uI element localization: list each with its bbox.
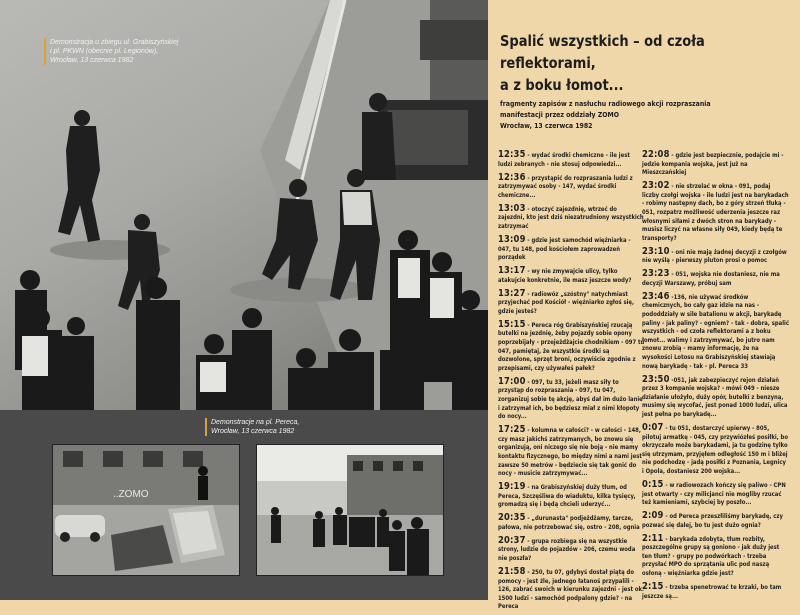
entry-text: - 250, tu 07, gdybyś dostał piątą do pomocy - jest źle, jednego łatanoś przypalili - 126, zabrać swoich w kierunku zajezdni - jest ok. 1500 ludzi - samochód podpalony gdzie? - na Pereca (498, 569, 645, 611)
subtitle-line: Wrocław, 13 czerwca 1982 (500, 121, 593, 130)
page-title (500, 30, 777, 96)
barricade-image (53, 445, 239, 575)
entry-text: - Pereca róg Grabiszyńskiej rzucają butelki na jezdnię, żeby pojazdy sobie opony poprzebijały - przejeżdżajcie chodnikiem - 097 tu 047, pamiętaj, że wszystkie środki są dozwolone, sprzęt broni, oczywiście zgodnie z przepisami, czy używałeś pałek? (498, 321, 645, 372)
barricade-photo (52, 444, 240, 576)
transcript-entry (498, 320, 645, 374)
entry-text: - wy nie zmywajcie ulicy, tylko atakujcie konkretnie, ile masz jeszcze wody? (498, 268, 632, 284)
entry-time: 23:46 (642, 290, 670, 302)
pereca-square-image (257, 445, 443, 575)
transcript-column-left (498, 150, 645, 615)
entry-time: 23:50 (642, 373, 670, 385)
transcript-entry (642, 292, 789, 371)
transcript-column-right (642, 150, 789, 605)
transcript-entry (498, 513, 645, 532)
entry-time: 2:11 (642, 532, 664, 544)
entry-time: 17:25 (498, 424, 526, 436)
entry-time: 2:09 (642, 510, 664, 522)
entry-text: - trzeba spenetrować te krzaki, bo tam jeszcze są... (642, 584, 782, 600)
entry-time: 21:58 (498, 566, 526, 578)
transcript-entry (498, 567, 645, 612)
transcript-entry (498, 266, 645, 285)
entry-text: - w radiowozach kończy się paliwo - CPN jest otwarty - czy milicjanci nie mogliby rzucać też kamieniami, szybciej by poszło... (642, 481, 786, 507)
entry-time: 2:15 (642, 581, 664, 593)
entry-time: 23:10 (642, 245, 670, 257)
text-panel (488, 0, 800, 611)
entry-time: 0:15 (642, 478, 664, 490)
entry-text: - tu 051, dostarczyć upierwy - 805, pilotuj armatkę - 045, czy przywiózłeś posiłki, bo okrzyczało może barykadami, ja tu godzinę tylko się utrzymam, przyjęłem odległość 150 m i bliżej nie podchodzę - jadą posiłki z Poznania, Legnicy i Opola, dostaniesz 200 wojska... (642, 424, 788, 475)
transcript-entry (498, 204, 645, 232)
entry-time: 13:09 (498, 233, 526, 245)
entry-time: 20:37 (498, 534, 526, 546)
transcript-entry (642, 181, 789, 243)
transcript-entry (498, 482, 645, 510)
entry-time: 20:35 (498, 512, 526, 524)
pereca-square-photo (256, 444, 444, 576)
entry-time: 13:03 (498, 202, 526, 214)
entry-time: 22:08 (642, 149, 670, 160)
title-line: Spalić wszystkich – od czoła reflektorami, (500, 32, 705, 72)
subtitle-line: fragmenty zapisów z nasłuchu radiowego akcji rozpraszania (500, 99, 711, 108)
transcript-entry (498, 377, 645, 422)
entry-text: - wydać środki chemiczne - ile jest ludzi zebranych - nie stosuj odpowiedzi... (498, 152, 630, 168)
entry-text: - barykada zdobyta, tłum rozbity, poszczególne grupy są goniono - jak duży jest ten tłum? - grupy po podwórkach - trzeba przysłać MPO do sprzątania ulic pod naszą osłoną - więźniarka gdzie jest? (642, 535, 780, 578)
entry-text: - 051, wojska nie dostaniesz, nie ma decyzji Warszawy, próbuj sam (642, 271, 780, 287)
entry-time: 13:27 (498, 287, 526, 299)
bottom-photo-caption (211, 418, 299, 436)
transcript-entry (642, 150, 789, 178)
bottom-photo-strip (0, 410, 488, 600)
caption-line: Demonstracja u zbiegu ul. Grabiszyńskiej (50, 39, 179, 46)
entry-text: - gdzie jest samochód więźniarka - 047, tu 148, pod kościołem zaprowadzeń porządek (498, 236, 631, 262)
entry-text: - oni nie mają żadnej decyzji z czołgów nie wyślą - pierwszy pluton prosi o pomoc (642, 248, 787, 265)
transcript-entry (498, 150, 645, 169)
main-photo (0, 0, 488, 410)
transcript-entry (642, 534, 789, 579)
entry-time: 0:07 (642, 421, 664, 433)
entry-time: 12:36 (498, 171, 526, 183)
entry-time: 17:00 (498, 375, 526, 387)
entry-text: - grupa rozbiega się na wszystkie strony, ludzie do pojazdów - 206, czemu woda nie poszła? (498, 537, 636, 563)
transcript-entry (498, 235, 645, 263)
transcript-entry (642, 582, 789, 601)
entry-time: 23:02 (642, 180, 670, 192)
entry-text: - kolumna w całości? - w całości - 148, czy masz jakichś zatrzymanych, bo znowu się organizują, oni niczego się nie boją - nie mamy kontaktu fizycznego, bo między nimi a nami jest zawsze 50 metrów - będziecie się tak gonić do nocy - musicie zatrzymywać... (498, 427, 642, 478)
entry-text: - na Grabiszyńskiej duży tłum, od Pereca, Szczęśliwa do wiaduktu, kilka tysięcy, gromadzą się i będą chcieli uderzyć... (498, 484, 636, 509)
transcript-entry (498, 536, 645, 564)
entry-time: 13:17 (498, 265, 526, 277)
entry-text: - „durunasta" podjeżdżamy, tarcze, pałowa, nie potrzebować się, ostro - 208, ognia (498, 515, 640, 531)
caption-line: Wrocław, 13 czerwca 1982 (50, 57, 134, 64)
entry-text: - od Pereca przeszłiliśmy barykadę, czy pozwać się dalej, bo tu jest dużo ognia? (642, 513, 783, 529)
graffiti-text: ..ZOMO (113, 489, 149, 500)
entry-time: 15:15 (498, 318, 526, 330)
main-photo-caption (50, 38, 178, 65)
entry-text: -051, jak zabezpieczyć rejon działań przez 3 kompanie wojska? - mówi 049 - niesze działanie ułożyło, duży opór, butelki z benzyną, musimy się wycofać, jest ponad 1000 ludzi, ulica jest pełna po barykadę... (642, 376, 788, 418)
entry-text: - otoczyć zajezdnię, wtrzeć do zajezdni, kto jest dziś niezatrudniony wszystkich zatrzymać (498, 205, 644, 230)
transcript-entry (642, 269, 789, 288)
page-subtitle (500, 98, 777, 131)
transcript-entry (642, 375, 789, 420)
transcript-entry (498, 173, 645, 201)
entry-time: 23:23 (642, 268, 670, 280)
caption-line: Demonstracje na pl. Pereca, (211, 419, 300, 426)
transcript-entry (642, 511, 789, 530)
entry-text: - nie strzelać w okna - 091, podaj liczby czołgi wojska - ile ludzi jest na barykadach - robimy następny dach, bo z góry strzeń tłuką - 051, rozpatrz możliwość uderzenia jeszcze raz włosnymi siłami z dwóch stron na barykady - musisz liczyć na własne siły 049, kiedy będą te transporty? (642, 183, 789, 242)
entry-text: - gdzie jest bezpiecznie, podajcie mi - jedzie kompania wojska, jest już na Mieszczańskiej (642, 152, 784, 177)
entry-time: 19:19 (498, 481, 526, 493)
caption-line: Wrocław, 13 czerwca 1982 (211, 428, 295, 435)
entry-text: - radiowóz „szóstny" natychmiast przyjechać pod Kościół - więźniarko zgłoś się, gdzie jesteś? (498, 290, 635, 315)
transcript-entry (642, 247, 789, 266)
title-line: a z boku łomot... (500, 76, 624, 94)
entry-time: 12:35 (498, 149, 526, 160)
transcript-entry (642, 423, 789, 477)
subtitle-line: manifestacji przez oddziały ZOMO (500, 110, 620, 119)
transcript-entry (642, 480, 789, 508)
entry-text: - 097, tu 33, jeżeli masz siły to przystąp do rozpraszania - 097, tu 047, zorganizuj sobie tę akcję, abyś dał im dużo lanie i zatrzymał ich, bo będziesz miał z nimi kłopoty do nocy... (498, 378, 643, 421)
entry-text: -136, nie używać środków chemicznych, bo cały gaz idzie na nas - pododdziały w sile batalionu w akcji, barykadę paliny - jak paliny? - ogniem? - tak - dobra, spalić wszystkich - od czoła reflektorami a z boku łomot... walimy i zatrzymywać, bo jutro nam znowu zrobią - mamy informację, że na wysokości Lotosu na Grabiszyńskiej stawiają nową barykadę - tak - pl. Pereca 33 (642, 293, 789, 370)
transcript-entry (498, 425, 645, 479)
caption-line: i pl. PKWN (obecnie pl. Legionów), (50, 48, 159, 55)
transcript-entry (498, 289, 645, 317)
entry-text: - przystąpić do rozpraszania ludzi z zatrzymywać osoby - 147, wydać środki chemiczne... (498, 174, 633, 199)
